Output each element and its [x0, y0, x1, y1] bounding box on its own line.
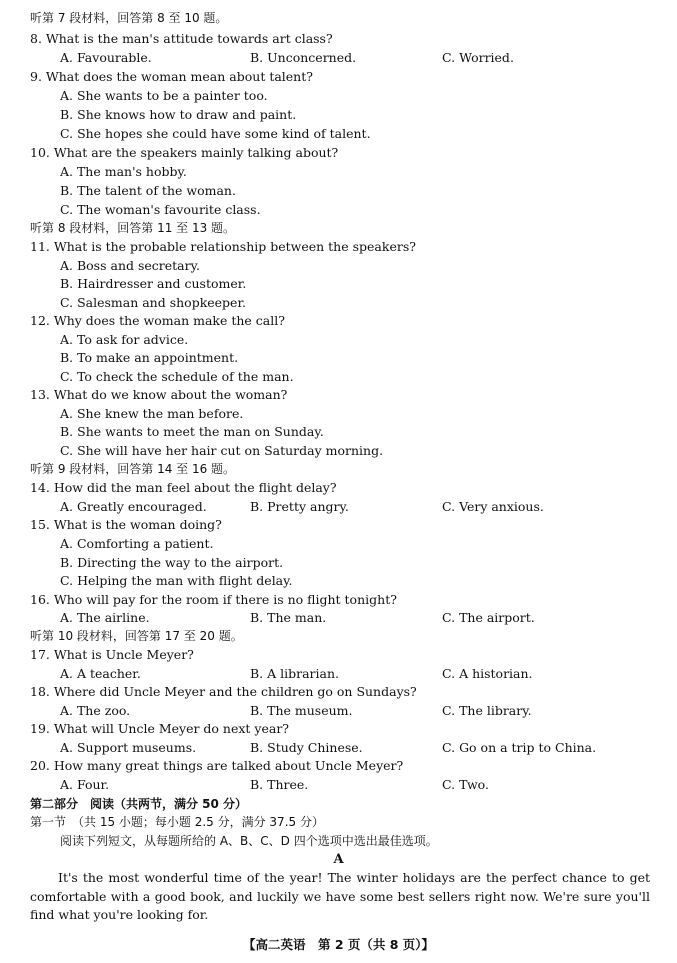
question-16: 16. Who will pay for the room if there is no flight tonight? [30, 592, 397, 607]
option-13a: A. She knew the man before. [60, 406, 244, 421]
option-13b: B. She wants to meet the man on Sunday. [60, 424, 324, 439]
option-19a: A. Support museums. [60, 740, 197, 755]
question-9: 9. What does the woman mean about talent? [30, 69, 313, 84]
option-10c: C. The woman's favourite class. [60, 202, 261, 217]
option-12a: A. To ask for advice. [60, 332, 189, 347]
passage-label: A [333, 852, 344, 867]
question-11: 11. What is the probable relationship between the speakers? [30, 239, 416, 254]
question-8: 8. What is the man's attitude towards art class? [30, 31, 333, 46]
option-19b: B. Study Chinese. [250, 740, 363, 755]
option-14b: B. Pretty angry. [250, 499, 349, 514]
option-14a: A. Greatly encouraged. [60, 499, 207, 514]
page-footer: 【高二英语 第 2 页（共 8 页）】 [242, 937, 435, 952]
option-10b: B. The talent of the woman. [60, 183, 236, 198]
question-14: 14. How did the man feel about the flight delay? [30, 480, 337, 495]
option-9c: C. She hopes she could have some kind of talent. [60, 126, 371, 141]
option-17c: C. A historian. [442, 666, 533, 681]
question-17: 17. What is Uncle Meyer? [30, 647, 194, 662]
question-13: 13. What do we know about the woman? [30, 387, 288, 402]
question-15: 15. What is the woman doing? [30, 517, 222, 532]
question-20: 20. How many great things are talked about Uncle Meyer? [30, 758, 404, 773]
passage-paragraph: It's the most wonderful time of the year! The winter holidays are the perfect chance to get comfortable with a good book, and luckily we have some best sellers right now. We're sure you'll find what you're looking for. [30, 870, 650, 922]
section-heading-9: 听第 9 段材料，回答第 14 至 16 题。 [30, 462, 236, 476]
option-11a: A. Boss and secretary. [60, 258, 200, 273]
question-12: 12. Why does the woman make the call? [30, 313, 285, 328]
option-20b: B. Three. [250, 777, 309, 792]
option-11c: C. Salesman and shopkeeper. [60, 295, 247, 310]
option-12b: B. To make an appointment. [60, 350, 239, 365]
option-15a: A. Comforting a patient. [60, 536, 214, 551]
option-19c: C. Go on a trip to China. [442, 740, 597, 755]
option-9b: B. She knows how to draw and paint. [60, 107, 297, 122]
section-heading-10: 听第 10 段材料，回答第 17 至 20 题。 [30, 629, 243, 643]
option-15c: C. Helping the man with flight delay. [60, 573, 293, 588]
option-20c: C. Two. [442, 777, 489, 792]
section-heading-7: 听第 7 段材料，回答第 8 至 10 题。 [30, 11, 228, 25]
option-16b: B. The man. [250, 610, 327, 625]
part-two-title: 第二部分 阅读（共两节，满分 50 分） [30, 797, 248, 811]
option-16c: C. The airport. [442, 610, 535, 625]
reading-instruction: 阅读下列短文，从每题所给的 A、B、C、D 四个选项中选出最佳选项。 [60, 834, 438, 848]
option-18b: B. The museum. [250, 703, 353, 718]
question-10: 10. What are the speakers mainly talking about? [30, 145, 339, 160]
section-heading-8: 听第 8 段材料，回答第 11 至 13 题。 [30, 221, 236, 235]
option-16a: A. The airline. [60, 610, 150, 625]
option-15b: B. Directing the way to the airport. [60, 555, 284, 570]
option-18c: C. The library. [442, 703, 532, 718]
option-11b: B. Hairdresser and customer. [60, 276, 247, 291]
option-8b: B. Unconcerned. [250, 50, 357, 65]
option-9a: A. She wants to be a painter too. [60, 88, 268, 103]
section-one-heading: 第一节 （共 15 小题；每小题 2.5 分，满分 37.5 分） [30, 815, 324, 829]
option-14c: C. Very anxious. [442, 499, 544, 514]
option-17b: B. A librarian. [250, 666, 340, 681]
option-13c: C. She will have her hair cut on Saturday morning. [60, 443, 384, 458]
option-10a: A. The man's hobby. [60, 164, 187, 179]
option-17a: A. A teacher. [60, 666, 141, 681]
option-20a: A. Four. [60, 777, 110, 792]
option-8c: C. Worried. [442, 50, 514, 65]
option-8a: A. Favourable. [60, 50, 152, 65]
question-18: 18. Where did Uncle Meyer and the children go on Sundays? [30, 684, 417, 699]
option-18a: A. The zoo. [60, 703, 131, 718]
question-19: 19. What will Uncle Meyer do next year? [30, 721, 290, 736]
option-12c: C. To check the schedule of the man. [60, 369, 294, 384]
